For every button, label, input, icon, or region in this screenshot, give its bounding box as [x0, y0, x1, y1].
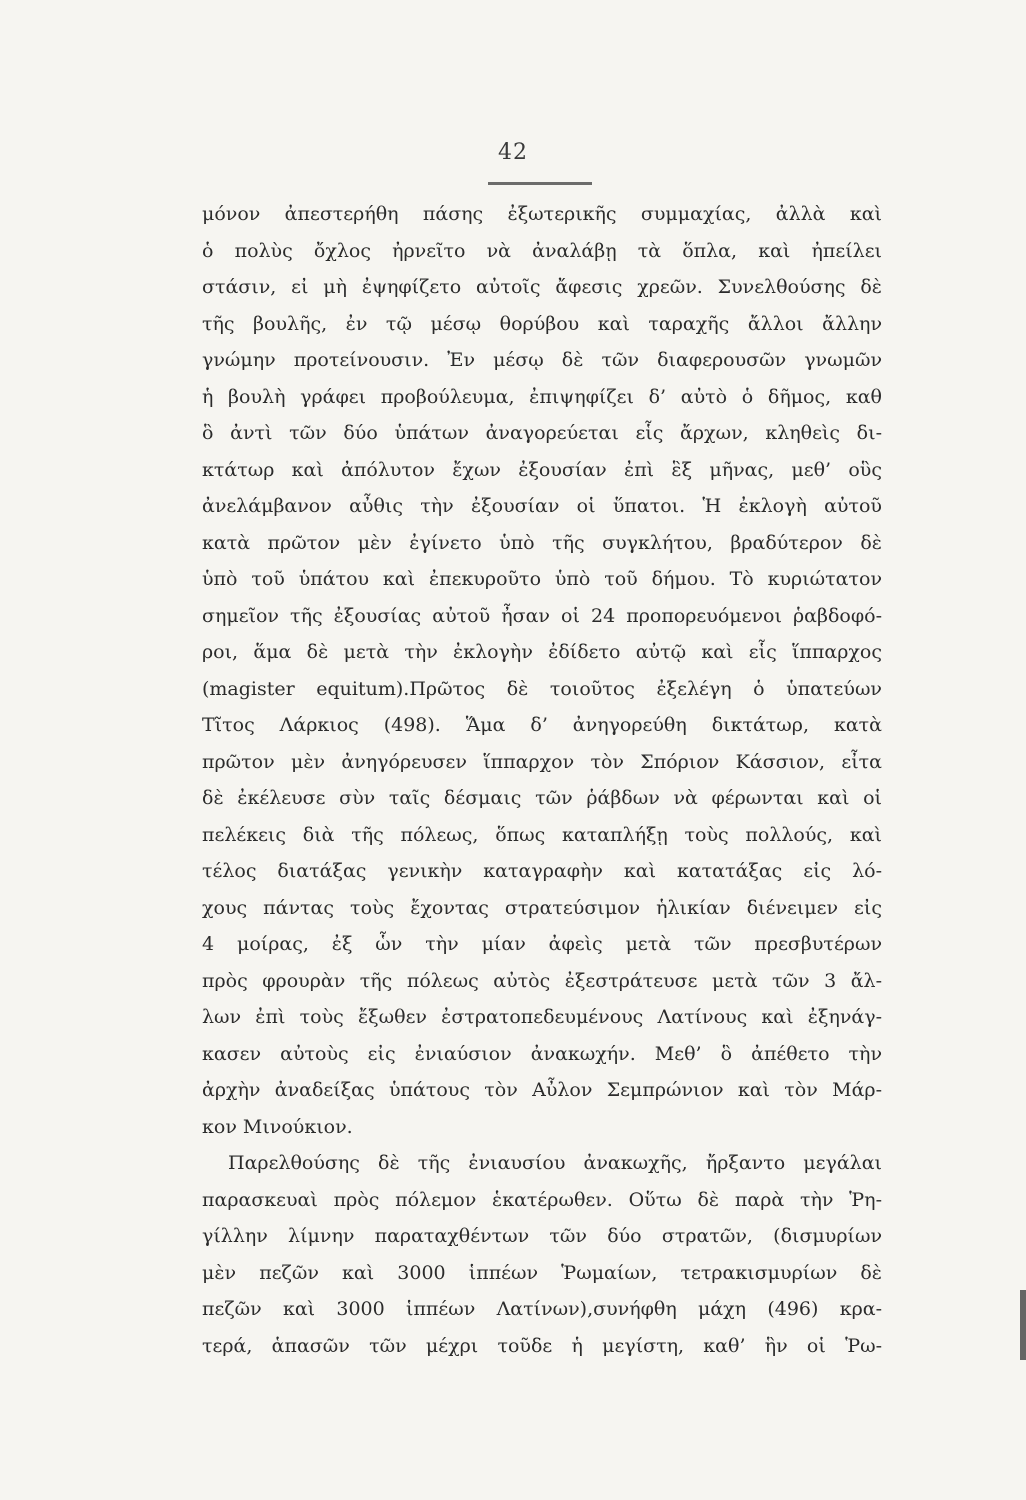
text-line: στάσιν, εἰ μὴ ἐψηφίζετο αὐτοῖς ἄφεσις χρεῶν. Συνελθούσης δὲ — [202, 276, 882, 298]
text-line: δὲ ἐκέλευσε σὺν ταῖς δέσμαις τῶν ῥάβδων νὰ φέρωνται καὶ οἱ — [202, 787, 882, 809]
text-line: τερά, ἁπασῶν τῶν μέχρι τοῦδε ἡ μεγίστη, καθ’ ἣν οἱ Ῥω- — [202, 1334, 882, 1357]
text-line: ὃ ἀντὶ τῶν δύο ὑπάτων ἀναγορεύεται εἷς ἄρχων, κληθεὶς δι- — [202, 422, 882, 444]
text-line: λων ἐπὶ τοὺς ἔξωθεν ἐστρατοπεδευμένους Λατίνους καὶ ἐξηνάγ- — [202, 1006, 882, 1028]
text-line: παρασκευαὶ πρὸς πόλεμον ἑκατέρωθεν. Οὕτω δὲ παρὰ τὴν Ῥη- — [202, 1188, 882, 1211]
text-line: κασεν αὐτοὺς εἰς ἐνιαύσιον ἀνακωχήν. Μεθ’ ὃ ἀπέθετο τὴν — [202, 1042, 882, 1065]
text-line: πεζῶν καὶ 3000 ἱππέων Λατίνων),συνήφθη μάχη (496) κρα- — [202, 1298, 882, 1320]
text-line: ροι, ἅμα δὲ μετὰ τὴν ἐκλογὴν ἐδίδετο αὐτῷ καὶ εἷς ἵππαρχος — [202, 641, 882, 663]
paragraph-1 — [202, 196, 882, 1145]
text-line: κτάτωρ καὶ ἀπόλυτον ἔχων ἐξουσίαν ἐπὶ ἓξ μῆνας, μεθ’ οὓς — [202, 458, 882, 481]
text-line: ὁ πολὺς ὄχλος ἠρνεῖτο νὰ ἀναλάβῃ τὰ ὅπλα, καὶ ἠπείλει — [202, 239, 882, 262]
text-line: γίλλην λίμνην παραταχθέντων τῶν δύο στρατῶν, (δισμυρίων — [202, 1225, 882, 1247]
text-line: ὑπὸ τοῦ ὑπάτου καὶ ἐπεκυροῦτο ὑπὸ τοῦ δήμου. Τὸ κυριώτατον — [202, 568, 882, 590]
text-line: μὲν πεζῶν καὶ 3000 ἱππέων Ῥωμαίων, τετρακισμυρίων δὲ — [202, 1261, 882, 1284]
text-line: τέλος διατάξας γενικὴν καταγραφὴν καὶ κατατάξας εἰς λό- — [202, 860, 882, 882]
text-line: πελέκεις διὰ τῆς πόλεως, ὅπως καταπλήξῃ τοὺς πολλούς, καὶ — [202, 823, 882, 846]
text-line: Παρελθούσης δὲ τῆς ἐνιαυσίου ἀνακωχῆς, ἤρξαντο μεγάλαι — [228, 1152, 882, 1174]
body-text — [202, 196, 882, 1364]
header-rule — [488, 182, 592, 185]
text-line: ἡ βουλὴ γράφει προβούλευμα, ἐπιψηφίζει δ’ αὐτὸ ὁ δῆμος, καθ — [202, 385, 882, 408]
page-number: 42 — [498, 140, 528, 165]
text-line: (magister equitum).Πρῶτος δὲ τοιοῦτος ἐξελέγη ὁ ὑπατεύων — [202, 677, 882, 700]
text-line: πρὸς φρουρὰν τῆς πόλεως αὐτὸς ἐξεστράτευσε μετὰ τῶν 3 ἄλ- — [202, 969, 882, 992]
text-line: σημεῖον τῆς ἐξουσίας αὐτοῦ ἦσαν οἱ 24 προπορευόμενοι ῥαβδοφό- — [202, 604, 882, 627]
text-line: κατὰ πρῶτον μὲν ἐγίνετο ὑπὸ τῆς συγκλήτου, βραδύτερον δὲ — [202, 531, 882, 554]
text-line: Τῖτος Λάρκιος (498). Ἅμα δ’ ἀνηγορεύθη δικτάτωρ, κατὰ — [202, 714, 882, 736]
paragraph-2 — [202, 1145, 882, 1364]
text-line: ἀνελάμβανον αὖθις τὴν ἐξουσίαν οἱ ὕπατοι. Ἡ ἐκλογὴ αὐτοῦ — [202, 495, 882, 517]
text-line: χους πάντας τοὺς ἔχοντας στρατεύσιμον ἡλικίαν διένειμεν εἰς — [202, 896, 882, 919]
text-line: ἀρχὴν ἀναδείξας ὑπάτους τὸν Αὖλον Σεμπρώνιον καὶ τὸν Μάρ- — [202, 1079, 882, 1101]
page-edge-mark — [1020, 1290, 1026, 1360]
text-line: μόνον ἀπεστερήθη πάσης ἐξωτερικῆς συμμαχίας, ἀλλὰ καὶ — [202, 203, 882, 225]
text-line: 4 μοίρας, ἐξ ὧν τὴν μίαν ἀφεὶς μετὰ τῶν πρεσβυτέρων — [202, 933, 882, 955]
text-line: πρῶτον μὲν ἀνηγόρευσεν ἵππαρχον τὸν Σπόριον Κάσσιον, εἶτα — [202, 750, 882, 773]
text-line: τῆς βουλῆς, ἐν τῷ μέσῳ θορύβου καὶ ταραχῆς ἄλλοι ἄλλην — [202, 312, 882, 335]
text-line: κον Μινούκιον. — [202, 1115, 353, 1138]
text-line: γνώμην προτείνουσιν. Ἐν μέσῳ δὲ τῶν διαφερουσῶν γνωμῶν — [202, 349, 882, 371]
